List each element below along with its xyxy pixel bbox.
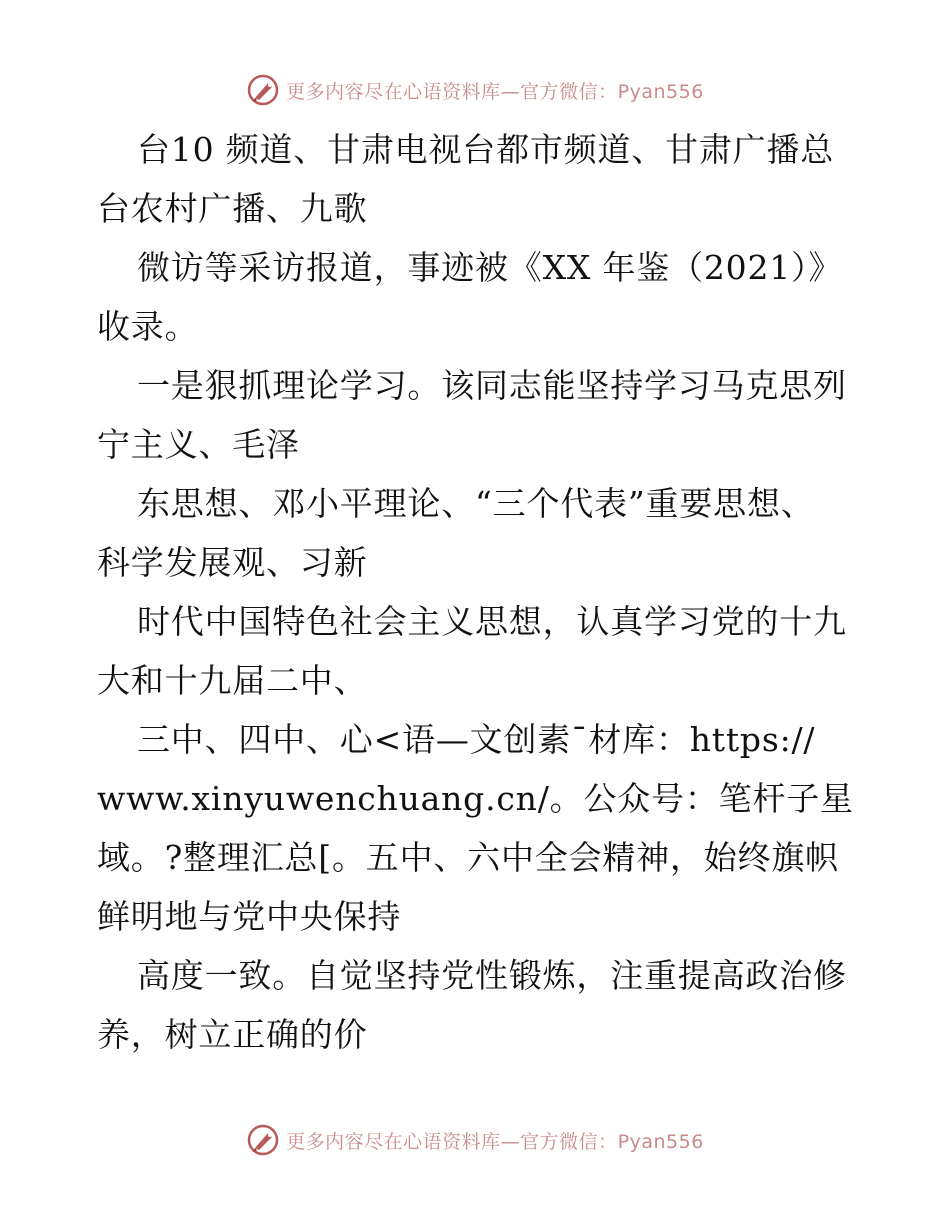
text-line: 东思想、邓小平理论、“三个代表”重要思想、 <box>137 484 815 523</box>
header-banner <box>0 70 950 110</box>
footer-banner <box>0 1120 950 1160</box>
header-banner-text: 更多内容尽在心语资料库—官方微信：Pyan556 <box>286 80 704 103</box>
text-line: 域。?整理汇总[。五中、六中全会精神，始终旗帜 <box>97 838 839 877</box>
text-line: 养，树立正确的价 <box>97 1015 368 1054</box>
text-line: 大和十九届二中、 <box>97 661 368 700</box>
text-line: 微访等采访报道，事迹被《XX 年鉴（2021）》 <box>137 248 843 287</box>
text-line: 科学发展观、习新 <box>97 543 368 582</box>
text-line: 收录。 <box>97 307 199 346</box>
text-line: 时代中国特色社会主义思想，认真学习党的十九 <box>137 602 847 641</box>
document-body <box>97 120 857 1064</box>
text-line: 宁主义、毛泽 <box>97 425 300 464</box>
text-line: 三中、四中、心<语—文创素¯材库：https:// <box>137 720 816 759</box>
text-line: 高度一致。自觉坚持党性锻炼，注重提高政治修 <box>137 956 847 995</box>
text-line: 鲜明地与党中央保持 <box>97 897 402 936</box>
text-line: 一是狠抓理论学习。该同志能坚持学习马克思列 <box>137 366 847 405</box>
text-line: www.xinyuwenchuang.cn/。公众号：笔杆子星 <box>97 779 854 818</box>
pen-nib-logo-icon <box>246 73 280 107</box>
pen-nib-logo-icon <box>246 1123 280 1157</box>
text-line: 台农村广播、九歌 <box>97 189 368 228</box>
footer-banner-text: 更多内容尽在心语资料库—官方微信：Pyan556 <box>286 1130 704 1153</box>
text-line: 台10 频道、甘肃电视台都市频道、甘肃广播总 <box>137 130 835 169</box>
